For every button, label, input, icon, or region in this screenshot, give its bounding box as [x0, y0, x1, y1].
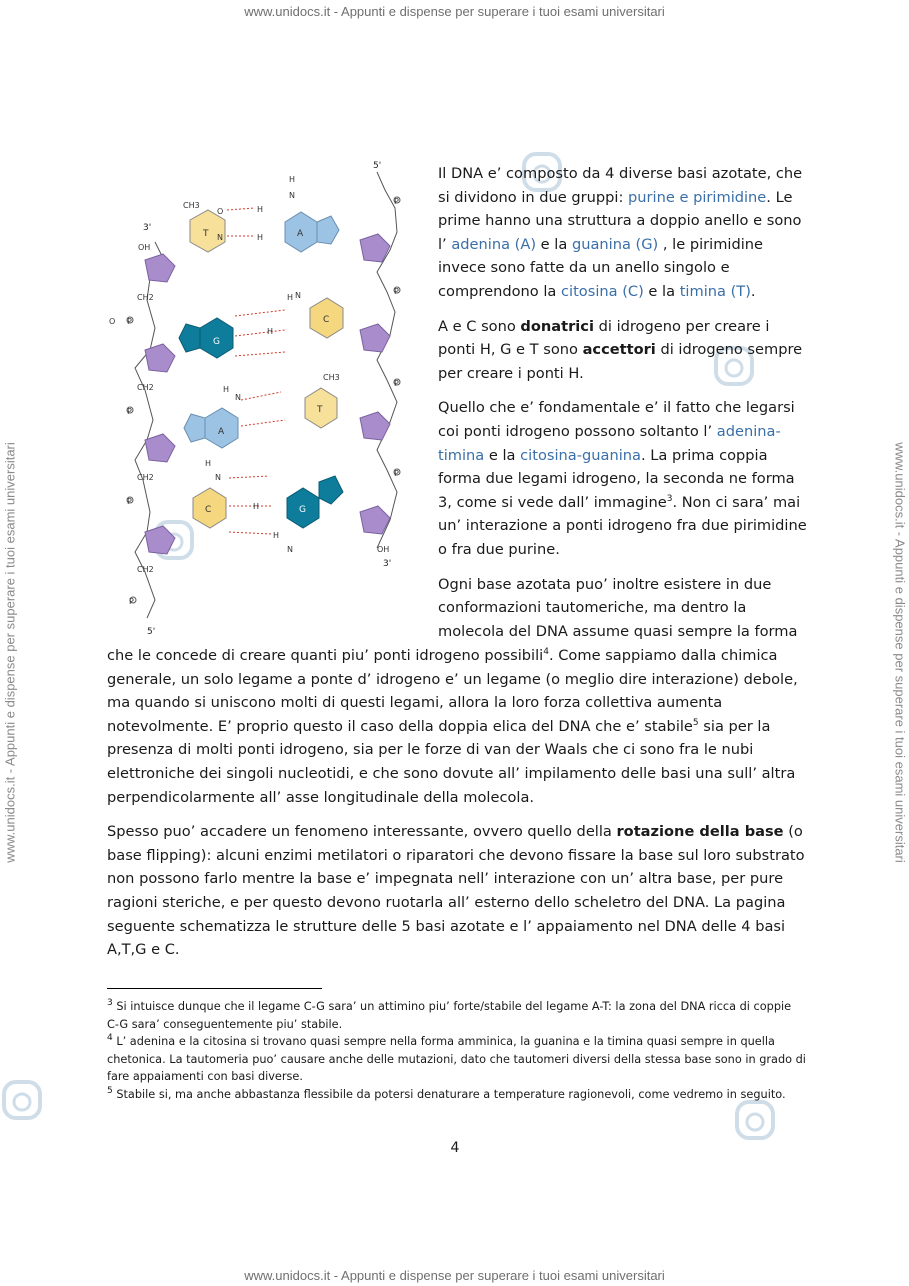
atom-p: P [129, 597, 134, 606]
atom-o: O [109, 317, 116, 326]
paragraph-donors [438, 315, 808, 386]
highlight-term: adenina (A) [451, 235, 537, 253]
text-span: e la [643, 282, 680, 300]
main-text [107, 644, 807, 973]
atom-h: H [253, 502, 260, 511]
footnote-number: 4 [107, 1033, 113, 1044]
footnote-ref[interactable]: 4 [543, 647, 549, 658]
paragraph-tautomer-cont [107, 644, 807, 809]
atom-h: H [257, 205, 264, 214]
text-span: . [750, 282, 756, 300]
atom-ch2: CH2 [137, 383, 154, 392]
footnote-4 [107, 1033, 807, 1086]
text-span: . Come sappiamo dalla chimica generale, un solo legame a ponte d’ idrogeno e’ un legame (o meglio dire interazione) debole, ma quando si uniscono molti di questi legami, allora la loro forza collettiva aumenta notevolmente. E’ proprio questo il caso della doppia elica del DNA che e’ stabile [107, 647, 798, 735]
text-span: . Le prime hanno una struttura a doppio anello e sono l’ [438, 188, 802, 253]
atom-oh: OH [377, 545, 390, 554]
unidocs-logo-icon [0, 1078, 44, 1122]
footnote-text: Stabile si, ma anche abbastanza flessibile da potersi denaturare a temperature ragionevoli, come vedremo in seguito. [112, 1087, 786, 1101]
paragraph-tautomer-start: Ogni base azotata puo’ inoltre esistere in due conformazioni tautomeriche, ma dentro la molecola del DNA assume quasi sempre la forma [438, 575, 798, 640]
watermark-right: www.unidocs.it - Appunti e dispense per superare i tuoi esami universitari [892, 442, 908, 863]
atom-p: P [394, 197, 399, 206]
atom-p: P [127, 497, 132, 506]
text-span: (o base flipping): alcuni enzimi metilatori o riparatori che devono fissare la base sul loro substrato non possono farlo mentre la base e’ impegnata nell’ interazione con un’ altra base, per pure ragioni steriche, e per questo devono ruotarla all’ esterno dello scheletro del DNA. La pagina seguente schematizza le strutture delle 5 basi azotate e l’ appaiamento nel DNA delle 4 basi A,T,G e C. [107, 823, 805, 959]
base-label: G [213, 337, 220, 347]
footnote-text: Si intuisce dunque che il legame C-G sara’ un attimino piu’ forte/stabile del legame A-T: la zona del DNA ricca di coppie C-G sara’ conseguentemente piu’ stabile. [107, 1000, 792, 1031]
text-span: , le pirimidine invece sono fatte da un anello singolo e comprendono la [438, 235, 764, 300]
text-span: che le concede di creare quanti piu’ ponti idrogeno possibili [107, 647, 544, 664]
base-label: G [299, 505, 306, 515]
atom-p: P [394, 287, 399, 296]
base-guanine-4-ring2 [319, 476, 343, 504]
right-column [438, 162, 808, 643]
strand-end-labels [143, 161, 391, 637]
text-span: e la [536, 235, 572, 253]
atom-h: H [273, 531, 280, 540]
paragraph-pairing [438, 396, 808, 561]
atom-n: N [215, 473, 221, 482]
bold-term: donatrici [520, 317, 594, 335]
right-backbone [377, 172, 397, 548]
atom-ch2: CH2 [137, 565, 154, 574]
base-label: C [205, 505, 212, 515]
highlight-term: guanina (G) [571, 235, 659, 253]
footnote-ref[interactable]: 5 [692, 717, 699, 728]
paragraph-bases [438, 162, 808, 304]
highlight-term: adenina-timina [438, 422, 781, 464]
atom-h: H [257, 233, 264, 242]
atom-h: H [223, 385, 230, 394]
footnote-number: 5 [107, 1086, 113, 1097]
unidocs-logo-icon [733, 1098, 777, 1142]
base-label: A [218, 427, 225, 437]
label-5prime-bottom: 5' [147, 627, 156, 637]
base-guanine-2-ring2 [179, 324, 200, 352]
watermark-top: www.unidocs.it - Appunti e dispense per superare i tuoi esami universitari [244, 4, 665, 19]
text-span: sia per la presenza di molti ponti idrogeno, sia per le forze di van der Waals che ci sono fra le nubi elettroniche dei singoli nucleotidi, e che sono dovute all’ impilamento delle basi una sull’ altra perpendicolarmente all’ asse longitudinale della molecola. [107, 717, 796, 806]
text-span: Quello che e’ fondamentale e’ il fatto che legarsi coi ponti idrogeno possono soltanto l’ [438, 399, 795, 440]
atom-h: H [267, 327, 274, 336]
atom-n: N [217, 233, 223, 242]
atom-o: O [217, 207, 224, 216]
label-5prime-top: 5' [373, 161, 382, 171]
atom-p: P [127, 317, 132, 326]
base-adenine-1-ring2 [317, 216, 339, 244]
bold-term: accettori [582, 341, 656, 359]
paragraph-base-flipping [107, 820, 807, 962]
watermark-bottom: www.unidocs.it - Appunti e dispense per superare i tuoi esami universitari [244, 1268, 665, 1283]
text-span: di idrogeno sempre per creare i ponti H. [438, 341, 803, 382]
footnote-5 [107, 1086, 807, 1104]
label-3prime-bottom: 3' [383, 559, 392, 569]
base-label: C [323, 315, 330, 325]
atom-n: N [295, 291, 301, 300]
base-adenine-3-ring2 [184, 414, 205, 442]
highlight-term: timina (T) [679, 282, 751, 300]
footnotes [107, 998, 807, 1104]
base-label: A [297, 229, 304, 239]
atom-ch2: CH2 [137, 293, 154, 302]
highlight-term: citosina-guanina [520, 446, 641, 464]
atom-ch3: CH3 [183, 201, 200, 210]
atom-ch2: CH2 [137, 473, 154, 482]
label-3prime-left: 3' [143, 223, 152, 233]
atom-p: P [127, 407, 132, 416]
bold-term: rotazione della base [616, 823, 784, 841]
text-span: e la [484, 446, 521, 464]
footnote-ref[interactable]: 3 [666, 493, 673, 504]
footnote-3 [107, 998, 807, 1033]
atom-p: P [394, 379, 399, 388]
footnote-number: 3 [107, 998, 113, 1009]
highlight-term: citosina (C) [561, 282, 644, 300]
atom-p: P [394, 469, 399, 478]
footnote-separator [107, 988, 322, 989]
atom-n: N [287, 545, 293, 554]
dna-double-helix-figure [105, 160, 425, 640]
atom-ch3: CH3 [323, 373, 340, 382]
page-number: 4 [450, 1140, 460, 1156]
text-span: A e C sono [438, 317, 521, 335]
text-span: Spesso puo’ accadere un fenomeno interessante, ovvero quello della [107, 823, 617, 841]
text-span: Il DNA e’ composto da 4 diverse basi azotate, che si dividono in due gruppi: [438, 165, 803, 206]
text-span: . La prima coppia forma due legami idrogeno, la seconda ne forma 3, come si vede dall’ immagine [438, 446, 795, 511]
atom-oh: OH [138, 243, 151, 252]
text-span: di idrogeno per creare i ponti H, G e T sono [438, 317, 770, 359]
base-label: T [203, 229, 209, 239]
watermark-left: www.unidocs.it - Appunti e dispense per superare i tuoi esami universitari [2, 442, 18, 863]
footnote-text: L’ adenina e la citosina si trovano quasi sempre nella forma amminica, la guanina e la timina quasi sempre in quella chetonica. La tautomeria puo’ causare anche delle mutazioni, dato che tautomeri diversi della stessa base sono in grado di fare appaiamenti con basi diverse. [107, 1035, 806, 1084]
text-span: . Non ci sara’ mai un’ interazione a ponti idrogeno fra due pirimidine o fra due purine. [438, 493, 807, 558]
atom-n: N [235, 393, 241, 402]
base-label: T [317, 405, 323, 415]
atom-h: H [289, 175, 296, 184]
atom-h: H [205, 459, 212, 468]
atom-h: H [287, 293, 294, 302]
atom-n: N [289, 191, 295, 200]
highlight-term: purine e pirimidine [628, 188, 767, 206]
sugar-rings [145, 234, 390, 554]
